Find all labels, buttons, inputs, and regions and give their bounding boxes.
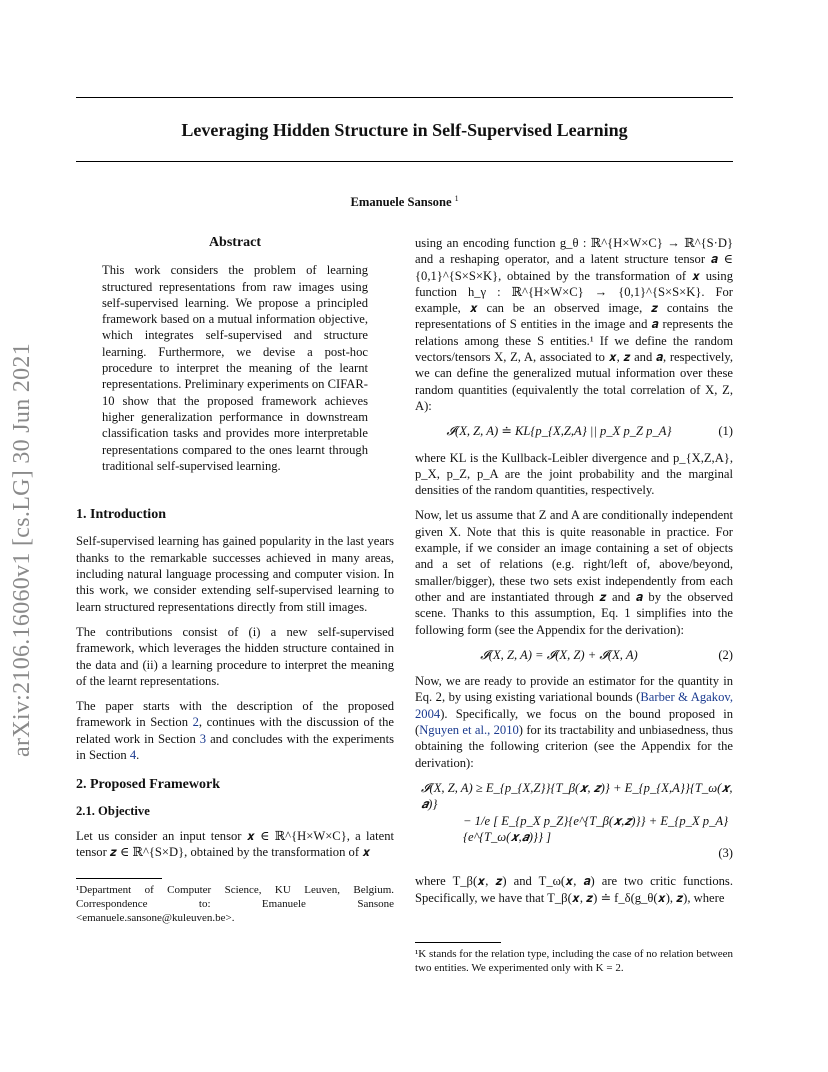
footnote-rule [76,878,162,879]
section-introduction-heading: 1. Introduction [76,507,166,523]
p4-text-c: ) for its tractability and unbiasedness, thus obtaining the following criterion (see the Appendix for the derivation): [415,723,734,770]
section-framework-heading: 2. Proposed Framework [76,777,220,793]
framework-paragraph-1: Let us consider an input tensor 𝒙 ∈ ℝ^{H×W×C}, a latent tensor 𝒛 ∈ ℝ^{S×D}, obtained by the transformation of 𝒙 [76,828,394,860]
equation-2-formula: 𝓘(X, Z, A) = 𝓘(X, Z) + 𝓘(X, A) [480,647,638,662]
intro-paragraph-3 [76,698,394,763]
equation-2-number: (2) [718,647,733,662]
right-column [415,235,733,915]
intro-p3-text-c: and concludes with the experiments in Section [76,731,394,763]
subsection-objective-heading: 2.1. Objective [76,803,150,818]
objective-paragraph-2: where KL is the Kullback-Leibler divergence and p_{X,Z,A}, p_X, p_Z, p_A are the joint probability and the marginal densities of the random quantities, respectively. [415,450,733,498]
intro-paragraph-1: Self-supervised learning has gained popularity in the last years thanks to the remarkable successes achieved in many areas, including natural language processing and computer vision. In this work, we consider extending self-supervised learning to learn structured representations directly from still images. [76,534,394,614]
arxiv-stamp: arXiv:2106.16060v1 [cs.LG] 30 Jun 2021 [9,342,35,757]
title-rule-bottom [76,161,733,162]
author-affiliation-mark: 1 [454,194,459,203]
objective-paragraph-5: where T_β(𝒙, 𝒛) and T_ω(𝒙, 𝒂) are two critic functions. Specifically, we have that T_β(𝒙, 𝒛) ≐ f_δ(g_θ(𝒙), 𝒛), where [415,874,733,905]
equation-3-line-1: 𝓘(X, Z, A) ≥ E_{p_{X,Z}}{T_β(𝒙, 𝒛)} + E_{p_{X,A}}{T_ω(𝒙, 𝒂)} [421,780,733,812]
equation-1-formula: 𝓘(X, Z, A) ≐ KL{p_{X,Z,A} || p_X p_Z p_A} [446,424,672,439]
footnote-right [415,932,733,975]
objective-paragraph-4 [415,673,733,771]
title-rule-top [76,97,733,98]
equation-3-number: (3) [718,846,733,861]
intro-p3-text-d: . [136,748,140,763]
equation-2 [415,647,733,663]
affiliation-footnote: ¹Department of Computer Science, KU Leuven, Belgium. Correspondence to: Emanuele Sansone <emanuele.sansone@kuleuven.be>. [76,884,394,924]
left-column [76,235,394,870]
equation-1 [415,423,733,439]
paper-title: Leveraging Hidden Structure in Self-Supervised Learning [181,120,628,140]
section-ref-link[interactable]: 4 [129,748,137,763]
intro-p3-text-b: , continues with the discussion of the related work in Section [76,715,395,746]
abstract-heading: Abstract [208,235,262,250]
p4-text-b: ). Specifically, we focus on the bound proposed in ( [415,706,733,738]
equation-3 [415,780,733,861]
p4-text-a: Now, we are ready to provide an estimator for the quantity in Eq. 2, by using existing variational bounds ( [415,674,733,705]
section-ref-link[interactable]: 3 [199,731,207,746]
footnote-rule [415,942,501,943]
citation-link[interactable]: Nguyen et al., 2010 [419,723,519,738]
relation-type-footnote: ¹K stands for the relation type, including the case of no relation between two entities. We experimented only with K = 2. [415,948,733,974]
objective-paragraph-3: Now, let us assume that Z and A are conditionally independent given X. Note that this is quite reasonable in practice. For example, if we consider an image containing a set of objects and a set of relations (e.g. right/left of, above/beyond, smaller/bigger), these two sets exist independently from each other and are instantiated through 𝒛 and 𝒂 by the observed scene. Thanks to this assumption, Eq. 1 simplifies into the following form (see the Appendix for the derivation): [415,508,733,637]
citation-link[interactable]: Barber & Agakov, 2004 [415,690,733,721]
equation-1-number: (1) [718,424,733,439]
abstract-body: This work considers the problem of learning structured representations from raw images using self-supervised learning. We propose a principled framework based on a mutual information objective, which integrates self-supervised and structure learning. Furthermore, we devise a post-hoc procedure to interpret the meaning of the learnt representations. Preliminary experiments on CIFAR-10 show that the proposed framework achieves higher generalization performance in downstream classification tasks and provides more interpretable representations compared to the ones learnt through traditional self-supervised learning. [102,263,368,473]
author-line [76,191,733,210]
intro-p3-text-a: The paper starts with the description of the proposed framework in Section [76,699,394,730]
equation-3-line-2: − 1/e [ E_{p_X p_Z}{e^{T_β(𝒙,𝒛)}} + E_{p_X p_A}{e^{T_ω(𝒙,𝒂)}} ] [463,813,729,844]
footnote-left [76,868,394,925]
intro-paragraph-2: The contributions consist of (i) a new self-supervised framework, which leverages the hidden structure contained in the data and (ii) a learning procedure to interpret the meaning of the learnt representations. [76,624,394,688]
section-ref-link[interactable]: 2 [192,715,199,730]
objective-paragraph-1: using an encoding function g_θ : ℝ^{H×W×C} → ℝ^{S·D} and a reshaping operator, and a latent structure tensor 𝒂 ∈ {0,1}^{S×S×K}, obtained by the transformation of 𝒙 using function h_γ : ℝ^{H×W×C} → {0,1}^{S×S×K}. For example, 𝒙 can be an observed image, 𝒛 contains the representations of S entities in the image and 𝒂 represents the relations among these S entities.¹ If we define the random vectors/tensors X, Z, A, associated to 𝒙, 𝒛 and 𝒂, respectively, we can define the generalized mutual information over these random quantities (equivalently the total correlation of X, Z, A): [415,236,733,413]
author-name: Emanuele Sansone [350,195,452,209]
